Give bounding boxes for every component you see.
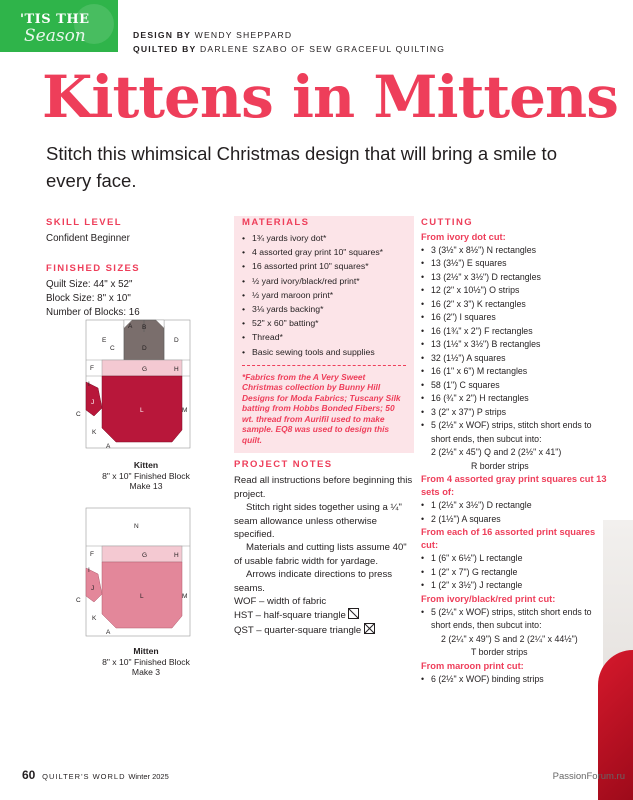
- kitten-label-j: J: [91, 399, 95, 406]
- material-item: • 52" x 60" batting*: [242, 316, 406, 330]
- project-notes: [234, 458, 414, 637]
- materials-list: [242, 231, 406, 359]
- materials-heading: MATERIALS: [242, 217, 310, 228]
- notes-hst: HST – half-square triangle: [234, 610, 346, 622]
- cut-subitem: [431, 446, 611, 460]
- materials-column: [234, 216, 414, 453]
- skill-value: Confident Beginner: [46, 233, 130, 244]
- ivory-list: [421, 244, 611, 474]
- cut-item: • 13 (2½" x 3½") D rectangles: [421, 271, 611, 285]
- cut-item-text: 5 (2½" x WOF) strips, stitch short ends to short ends, then subcut into:: [431, 420, 592, 444]
- mitten-label-l: L: [140, 593, 144, 600]
- page-number: 60: [22, 768, 36, 782]
- notes-qst: QST – quarter-square triangle: [234, 624, 362, 636]
- cutting-heading: CUTTING: [421, 217, 474, 228]
- cut-item: • 16 (1¾" x 2") F rectangles: [421, 325, 611, 339]
- mitten-label-n: N: [134, 523, 139, 530]
- kitten-label-m: M: [182, 407, 188, 414]
- watermark: PassionForum.ru: [552, 771, 625, 782]
- material-item: • 4 assorted gray print 10" squares*: [242, 245, 406, 259]
- material-item: • 16 assorted print 10" squares*: [242, 259, 406, 273]
- badge-line-2: Season: [24, 26, 86, 46]
- left-column: [46, 216, 216, 320]
- page-subtitle: Stitch this whimsical Christmas design that will bring a smile to every face.: [46, 143, 557, 191]
- assorted-heading: From each of 16 assorted print squares cut:: [421, 527, 596, 550]
- cut-item: • 58 (1") C squares: [421, 379, 611, 393]
- cut-item: • 1 (6" x 6½") L rectangle: [421, 552, 611, 566]
- mitten-label-i: I: [88, 567, 90, 574]
- quilter-name: DARLENE SZABO OF SEW GRACEFUL QUILTING: [200, 44, 446, 54]
- mitten-label-a: A: [106, 629, 111, 636]
- cut-item: • 1 (2" x 7") G rectangle: [421, 566, 611, 580]
- page-footer: [22, 768, 169, 782]
- cut-item: • 32 (1½") A squares: [421, 352, 611, 366]
- material-item: • ½ yard maroon print*: [242, 288, 406, 302]
- kitten-caption: [76, 460, 216, 492]
- kitten-size: 8" x 10" Finished Block: [102, 470, 190, 481]
- cut-item: • 16 (1" x 6") M rectangles: [421, 365, 611, 379]
- cut-item: • 16 (¾" x 2") H rectangles: [421, 392, 611, 406]
- kitten-label-f: F: [90, 365, 94, 372]
- kitten-label-k: K: [92, 429, 97, 436]
- magazine-name: QUILTER'S WORLD: [42, 772, 126, 781]
- cut-item: [421, 606, 611, 660]
- mitten-size: 8" x 10" Finished Block: [102, 656, 190, 667]
- kitten-block-diagram: [76, 318, 196, 452]
- notes-paragraph: Materials and cutting lists assume 40" of usable fabric width for yardage.: [234, 542, 407, 567]
- kitten-label-h: H: [174, 366, 179, 373]
- project-notes-heading: PROJECT NOTES: [234, 459, 333, 470]
- ivory-heading: From ivory dot cut:: [421, 231, 506, 242]
- skill-heading: SKILL LEVEL: [46, 217, 122, 228]
- notes-paragraph: Arrows indicate directions to press seams.: [234, 569, 393, 594]
- cut-item: • 2 (1½") A squares: [421, 513, 611, 527]
- cut-subitem-2: R border strips: [471, 460, 529, 471]
- cut-item-text: 5 (2¼" x WOF) strips, stitch short ends to short ends, then subcut into:: [431, 606, 592, 630]
- gray-heading: From 4 assorted gray print squares cut 13 sets of:: [421, 474, 607, 497]
- qst-icon: [364, 623, 375, 634]
- kitten-label-l: L: [140, 407, 144, 414]
- assorted-list: [421, 552, 611, 593]
- page-title: Kittens in Mittens: [42, 63, 618, 131]
- kitten-label-i: I: [88, 381, 90, 388]
- mitten-label-h: H: [174, 552, 179, 559]
- kitten-label-c: C: [110, 345, 115, 352]
- kitten-label-e: E: [102, 337, 107, 344]
- kitten-label-a-bottom: A: [106, 443, 111, 450]
- maroon-heading: From maroon print cut:: [421, 660, 524, 671]
- quilt-size: Quilt Size: 44" x 52": [46, 279, 133, 290]
- mitten-label-j: J: [91, 585, 95, 592]
- materials-note: *Fabrics from the A Very Sweet Christmas collection by Bunny Hill Designs for Moda Fabrics; Tuscany Silk batting from Hobbs Bonded Fibers; 50 wt. thread from Aurifil used to make sample. EQ8 was used to design this quilt.: [242, 371, 401, 445]
- cut-item: • 3 (3½" x 8½") N rectangles: [421, 244, 611, 258]
- mitten-label-k: K: [92, 615, 97, 622]
- cut-subitem-1: 2 (2¼" x 49") S and 2 (2¼" x 44½"): [441, 633, 578, 644]
- design-label: DESIGN BY: [133, 30, 192, 40]
- mitten-label-g: G: [142, 552, 148, 559]
- cut-subitem-1: 2 (2½" x 45") Q and 2 (2½" x 41"): [431, 447, 562, 457]
- issue-name: Winter 2025: [128, 772, 169, 781]
- ibr-list: [421, 606, 611, 660]
- mitten-label-f: F: [90, 551, 94, 558]
- kitten-label-c-left: C: [76, 411, 81, 418]
- kitten-label-a: A: [128, 323, 133, 330]
- designer-name: WENDY SHEPPARD: [194, 30, 293, 40]
- cut-subitem-2: T border strips: [471, 647, 528, 657]
- badge-line-1: 'TIS THE: [20, 12, 90, 27]
- block-size: Block Size: 8" x 10": [46, 293, 131, 304]
- notes-wof: WOF – width of fabric: [234, 596, 327, 608]
- material-item: • 3⅛ yards backing*: [242, 302, 406, 316]
- materials-box: [234, 216, 414, 453]
- section-badge: [0, 0, 118, 52]
- material-item: • Thread*: [242, 330, 406, 344]
- mitten-block-diagram: [76, 506, 196, 640]
- mitten-label-c: C: [76, 597, 81, 604]
- material-item: • ½ yard ivory/black/red print*: [242, 274, 406, 288]
- cut-item: [421, 419, 611, 473]
- cut-item: • 3 (2" x 37") P strips: [421, 406, 611, 420]
- mitten-caption: [76, 646, 216, 678]
- notes-paragraph: Read all instructions before beginning this project.: [234, 475, 413, 500]
- kitten-label-b: B: [142, 324, 147, 331]
- material-item: • Basic sewing tools and supplies: [242, 345, 406, 359]
- gray-list: [421, 499, 611, 526]
- cut-item: • 13 (1½" x 3½") B rectangles: [421, 338, 611, 352]
- kitten-label-g: G: [142, 366, 148, 373]
- cutting-column: [421, 216, 611, 686]
- material-item: • 1¾ yards ivory dot*: [242, 231, 406, 245]
- kitten-name: Kitten: [133, 460, 159, 470]
- cut-item: • 13 (3½") E squares: [421, 257, 611, 271]
- kitten-label-d-right: D: [174, 337, 179, 344]
- maroon-list: [421, 673, 611, 687]
- credits: [133, 28, 445, 56]
- cut-item: • 12 (2" x 10½") O strips: [421, 284, 611, 298]
- cut-item: • 1 (2" x 3½") J rectangle: [421, 579, 611, 593]
- quilted-label: QUILTED BY: [133, 44, 197, 54]
- mitten-label-m: M: [182, 593, 188, 600]
- sizes-heading: FINISHED SIZES: [46, 263, 141, 274]
- ibr-heading: From ivory/black/red print cut:: [421, 593, 556, 604]
- mitten-name: Mitten: [133, 646, 159, 656]
- materials-divider: [242, 365, 406, 366]
- mitten-make: Make 3: [131, 667, 161, 677]
- hst-icon: [348, 608, 359, 619]
- cut-item: • 6 (2½" x WOF) binding strips: [421, 673, 611, 687]
- cut-item: • 16 (2" x 3") K rectangles: [421, 298, 611, 312]
- kitten-make: Make 13: [129, 481, 163, 491]
- block-count: Number of Blocks: 16: [46, 307, 140, 318]
- cut-item: • 1 (2½" x 3½") D rectangle: [421, 499, 611, 513]
- notes-paragraph: Stitch right sides together using a ¼" seam allowance unless otherwise specified.: [234, 502, 402, 541]
- cut-item: • 16 (2") I squares: [421, 311, 611, 325]
- kitten-label-d: D: [142, 345, 147, 352]
